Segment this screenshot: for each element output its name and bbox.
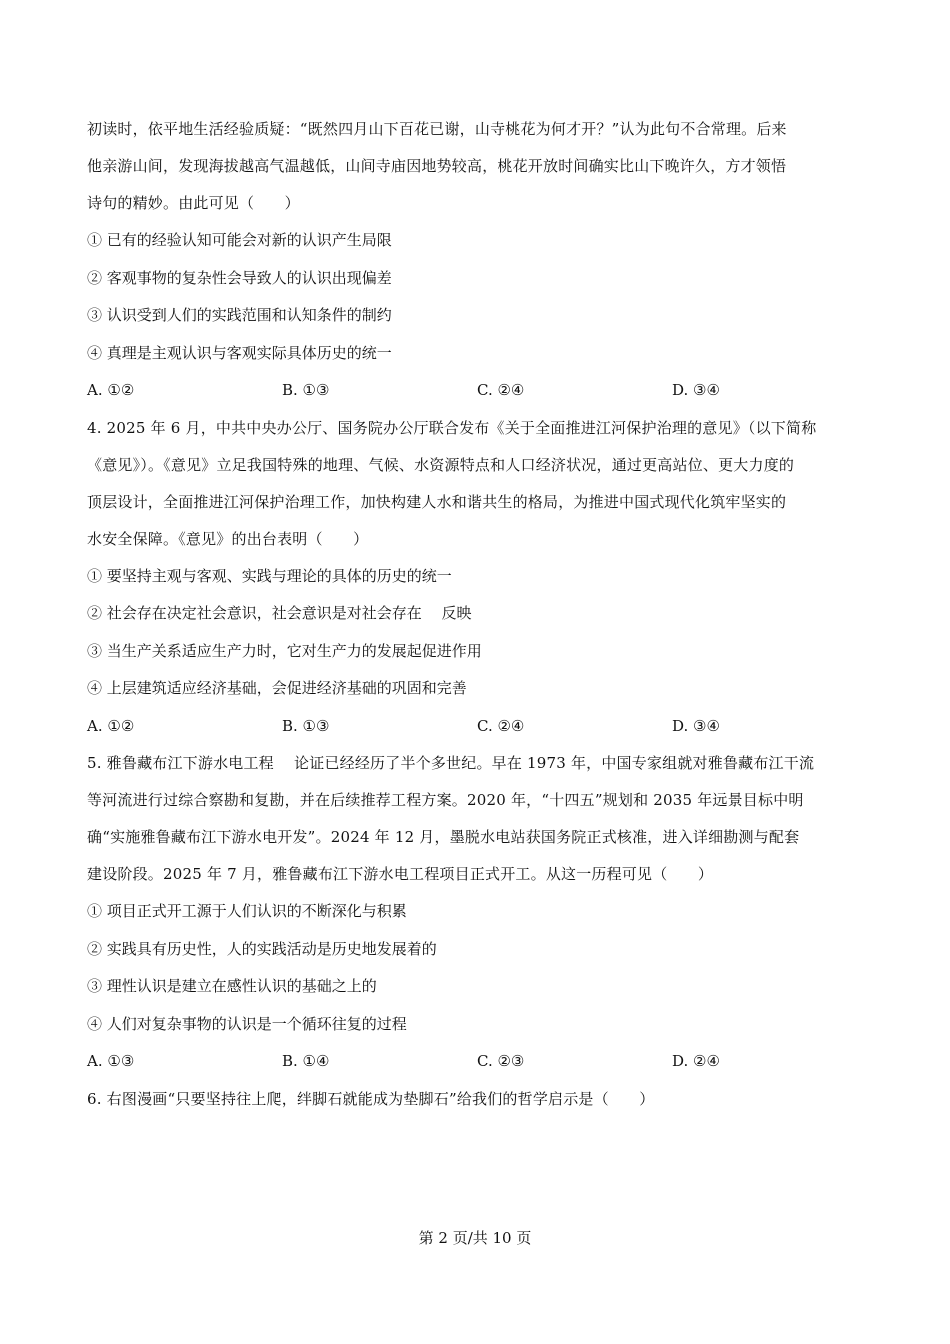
page-footer <box>0 1227 950 1248</box>
question-5-stem-line: 等河流进行过综合察勘和复勘，并在后续推荐工程方案。2020 年，“十四五”规划和 2035 年远景目标中明 <box>87 791 804 809</box>
question-3-option-3: ③ 认识受到人们的实践范围和认知条件的制约 <box>87 306 392 324</box>
question-4-choice-c: C. ②④ <box>477 716 525 735</box>
question-4-option-3: ③ 当生产关系适应生产力时，它对生产力的发展起促进作用 <box>87 641 482 660</box>
question-3-choice-b: B. ①③ <box>282 381 330 399</box>
question-4-choice-b: B. ①③ <box>282 716 330 735</box>
question-6 <box>87 1081 877 1118</box>
question-3-option-4: ④ 真理是主观认识与客观实际具体历史的统一 <box>87 343 392 362</box>
question-3-choice-d: D. ③④ <box>672 381 720 399</box>
question-3 <box>87 111 877 410</box>
question-5-option-3: ③ 理性认识是建立在感性认识的基础之上的 <box>87 977 377 995</box>
question-5-option-2: ② 实践具有历史性，人的实践活动是历史地发展着的 <box>87 939 437 958</box>
question-5-choice-c: C. ②③ <box>477 1052 525 1070</box>
question-4-stem-line: 4. 2025 年 6 月，中共中央办公厅、国务院办公厅联合发布《关于全面推进江河保护治理的意见》（以下简称 <box>87 418 817 437</box>
question-3-option-2: ② 客观事物的复杂性会导致人的认识出现偏差 <box>87 268 392 287</box>
question-3-stem-line: 他亲游山间，发现海拔越高气温越低，山间寺庙因地势较高，桃花开放时间确实比山下晚许久，方才领悟 <box>87 157 787 175</box>
question-5-choice-d: D. ②④ <box>672 1052 720 1070</box>
question-4-option-1: ① 要坚持主观与客观、实践与理论的具体的历史的统一 <box>87 566 452 585</box>
question-5 <box>87 745 877 1081</box>
question-5-choice-a: A. ①③ <box>87 1052 135 1070</box>
question-3-choice-a: A. ①② <box>87 381 135 399</box>
page-number-label: 第 2 页/共 10 页 <box>418 1229 532 1247</box>
page-content <box>87 111 877 1118</box>
question-5-stem-line: 建设阶段。2025 年 7 月，雅鲁藏布江下游水电工程项目正式开工。从这一历程可见（ ） <box>87 865 714 883</box>
question-4-stem-line: 顶层设计，全面推进江河保护治理工作，加快构建人水和谐共生的格局，为推进中国式现代化筑牢坚实的 <box>87 492 787 511</box>
question-3-stem-line: 诗句的精妙。由此可见（ ） <box>87 194 300 212</box>
question-4-option-2: ② 社会存在决定社会意识，社会意识是对社会存在 反映 <box>87 604 472 622</box>
question-3-choice-c: C. ②④ <box>477 381 525 399</box>
question-3-choices <box>87 372 877 410</box>
question-4-choices <box>87 708 877 746</box>
question-4 <box>87 410 877 746</box>
question-3-stem-line: 初读时，依平地生活经验质疑：“既然四月山下百花已谢，山寺桃花为何才开？”认为此句不合常理。后来 <box>87 120 787 138</box>
question-5-stem-line: 5. 雅鲁藏布江下游水电工程 论证已经经历了半个多世纪。早在 1973 年，中国专家组就对雅鲁藏布江干流 <box>87 754 815 772</box>
question-4-stem-line: 水安全保障。《意见》的出台表明（ ） <box>87 529 369 548</box>
question-5-option-1: ① 项目正式开工源于人们认识的不断深化与积累 <box>87 902 407 920</box>
question-6-stem-line: 6. 右图漫画“只要坚持往上爬，绊脚石就能成为垫脚石”给我们的哲学启示是（ ） <box>87 1089 655 1108</box>
question-4-choice-a: A. ①② <box>87 716 135 735</box>
question-5-choice-b: B. ①④ <box>282 1052 330 1070</box>
question-5-stem-line: 确“实施雅鲁藏布江下游水电开发”。2024 年 12 月，墨脱水电站获国务院正式核准，进入详细勘测与配套 <box>87 828 800 846</box>
question-4-stem-line: 《意见》）。《意见》立足我国特殊的地理、气候、水资源特点和人口经济状况，通过更高站位、更大力度的 <box>87 455 795 474</box>
question-5-choices <box>87 1043 877 1081</box>
question-4-choice-d: D. ③④ <box>672 716 720 735</box>
question-4-option-4: ④ 上层建筑适应经济基础，会促进经济基础的巩固和完善 <box>87 679 467 697</box>
question-3-option-1: ① 已有的经验认知可能会对新的认识产生局限 <box>87 231 392 249</box>
question-5-option-4: ④ 人们对复杂事物的认识是一个循环往复的过程 <box>87 1014 407 1033</box>
